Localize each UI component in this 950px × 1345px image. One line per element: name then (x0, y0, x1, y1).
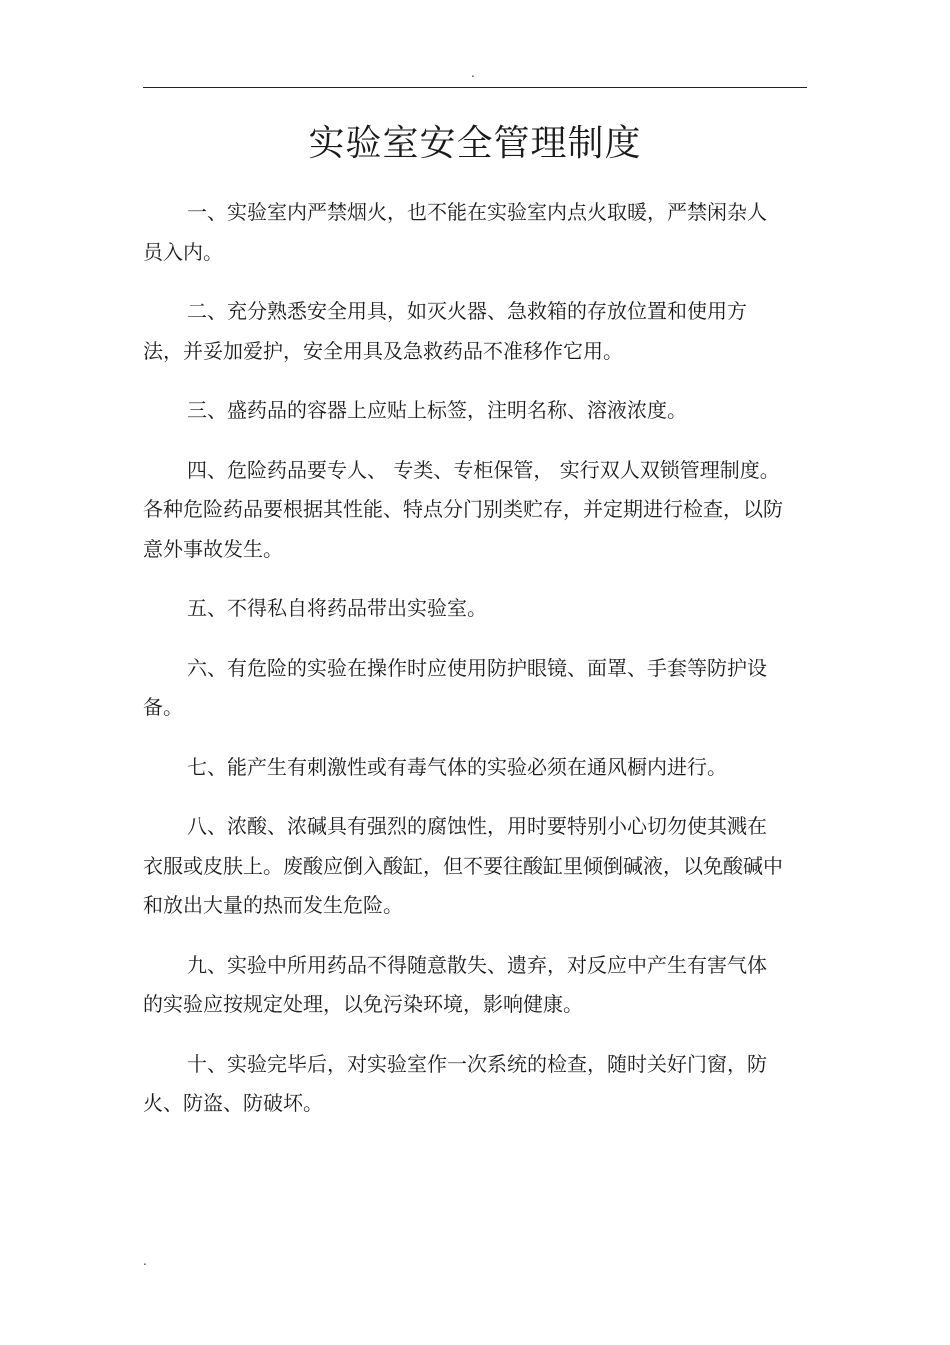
rule-paragraph-4: 四、危险药品要专人、 专类、专柜保管， 实行双人双锁管理制度。各种危险药品要根据其性能、特点分门别类贮存，并定期进行检查，以防意外事故发生。 (143, 457, 783, 561)
rule-paragraph-7: 七、能产生有刺激性或有毒气体的实验必须在通风橱内进行。 (187, 754, 727, 779)
rule-paragraph-8: 八、浓酸、浓碱具有强烈的腐蚀性，用时要特别小心切勿使其溅在衣服或皮肤上。废酸应倒入酸缸，但不要往酸缸里倾倒碱液，以免酸碱中和放出大量的热而发生危险。 (143, 814, 783, 917)
page-title: 实验室安全管理制度 (308, 123, 642, 164)
rule-paragraph-9: 九、实验中所用药品不得随意散失、遗弃，对反应中产生有害气体的实验应按规定处理，以免污染环境，影响健康。 (143, 952, 767, 1016)
header-rule (143, 87, 807, 88)
rule-paragraph-10: 十、实验完毕后，对实验室作一次系统的检查，随时关好门窗，防火、防盗、防破坏。 (143, 1051, 767, 1115)
header-dot: . (471, 66, 475, 80)
footer-dot: . (143, 1254, 147, 1268)
rule-paragraph-3: 三、盛药品的容器上应贴上标签，注明名称、溶液浓度。 (187, 398, 687, 422)
document-body (143, 193, 783, 1144)
rule-paragraph-1: 一、实验室内严禁烟火，也不能在实验室内点火取暖，严禁闲杂人员入内。 (143, 200, 767, 264)
rule-paragraph-6: 六、有危险的实验在操作时应使用防护眼镜、面罩、手套等防护设备。 (143, 655, 767, 719)
rule-paragraph-5: 五、不得私自将药品带出实验室。 (187, 596, 487, 620)
rule-paragraph-2: 二、充分熟悉安全用具，如灭火器、急救箱的存放位置和使用方法，并妥加爱护，安全用具及急救药品不准移作它用。 (143, 299, 747, 363)
